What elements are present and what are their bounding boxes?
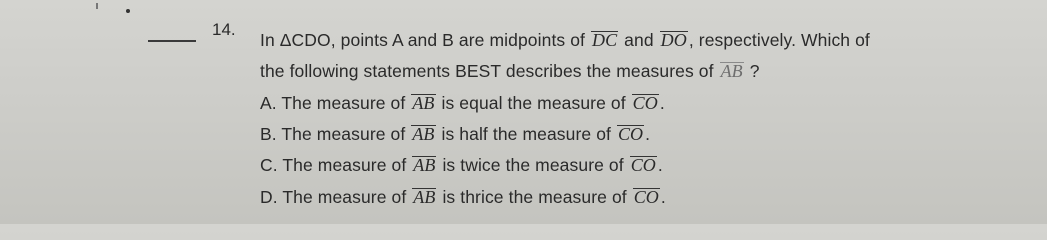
segment-label: CO — [630, 155, 656, 175]
segment-label: CO — [632, 93, 658, 113]
segment-label: AB — [412, 124, 435, 144]
segment-label: DC — [592, 30, 618, 50]
segment-label: AB — [412, 93, 435, 113]
answer-blank[interactable] — [148, 40, 196, 42]
segment-label: DO — [660, 30, 687, 50]
choice-c[interactable]: C. The measure of AB is twice the measure of CO . — [260, 155, 663, 175]
choice-d[interactable]: D. The measure of AB is thrice the measure of CO . — [260, 187, 666, 207]
pen-mark — [126, 9, 130, 13]
segment-label: AB — [413, 155, 436, 175]
question-stem-line-1: In ΔCDO, points A and B are midpoints of DC and DO , respectively. Which of — [260, 30, 870, 50]
segment-label: AB — [413, 187, 436, 207]
segment-label: CO — [633, 187, 659, 207]
pen-mark — [96, 3, 98, 9]
choice-b[interactable]: B. The measure of AB is half the measure of CO . — [260, 124, 651, 144]
choice-a[interactable]: A. The measure of AB is equal the measure of CO . — [260, 93, 665, 113]
question-number: 14. — [212, 20, 236, 39]
segment-label: CO — [617, 124, 644, 144]
question-stem-line-2: the following statements BEST describes the measures of AB ? — [260, 61, 760, 81]
segment-label: AB — [720, 61, 743, 81]
